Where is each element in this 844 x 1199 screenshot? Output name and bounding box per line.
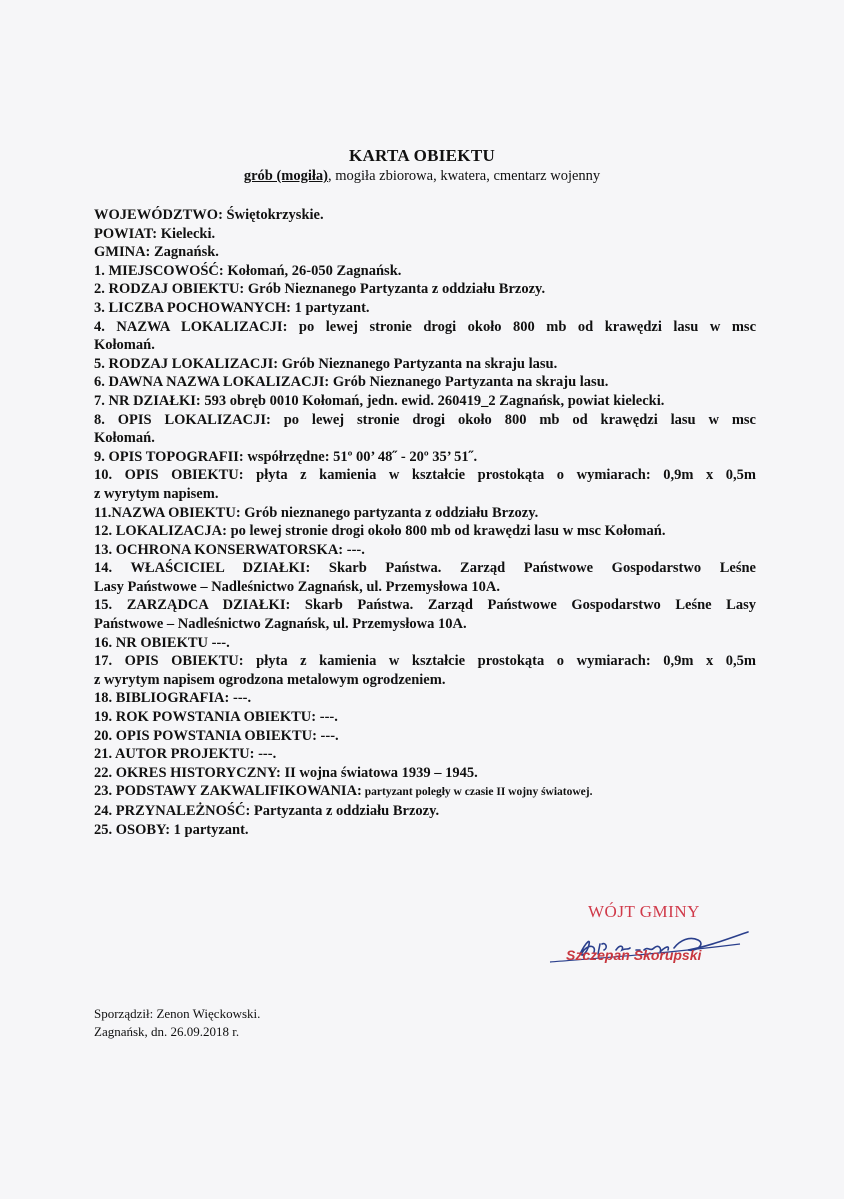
field-line (94, 578, 756, 597)
field-label: 4. NAZWA LOKALIZACJI: (94, 318, 288, 335)
field-value: płyta z kamienia w kształcie prostokąta o wymiarach: 0,9m x 0,5m (243, 653, 757, 670)
field-label: 22. OKRES HISTORYCZNY: (94, 764, 281, 781)
field-line (94, 225, 756, 244)
form-fields (94, 206, 756, 839)
field-line (94, 596, 756, 615)
field-value: Grób Nieznanego Partyzanta na skraju lasu. (278, 355, 558, 372)
field-label: 15. ZARZĄDCA DZIAŁKI: (94, 597, 291, 614)
field-value: Grób Nieznanego Partyzanta na skraju lasu. (329, 374, 609, 391)
field-line (94, 708, 756, 727)
stamp-title: WÓJT GMINY (588, 902, 700, 921)
field-value: ---. (316, 727, 339, 744)
field-label: 17. OPIS OBIEKTU: (94, 653, 244, 670)
field-value: Kołomań. (94, 430, 155, 447)
field-label: 10. OPIS OBIEKTU: (94, 467, 244, 484)
field-line (94, 336, 756, 355)
field-label: GMINA: (94, 244, 151, 261)
field-value: Grób nieznanego partyzanta z oddziału Brzozy. (240, 504, 539, 521)
field-line (94, 634, 756, 653)
field-value: po lewej stronie drogi około 800 mb od krawędzi lasu w msc (287, 318, 757, 335)
field-line (94, 727, 756, 746)
field-label: 25. OSOBY (94, 821, 166, 838)
field-label: 16. NR OBIEKTU (94, 634, 209, 651)
field-value: ---. (229, 690, 252, 707)
field-value: Zagnańsk. (150, 244, 219, 261)
field-line (94, 355, 756, 374)
field-line (94, 318, 756, 337)
field-value: ---. (316, 709, 338, 726)
field-line (94, 243, 756, 262)
field-value: ---. (254, 746, 277, 763)
field-value: z wyrytym napisem. (94, 485, 219, 502)
field-label: 19. ROK POWSTANIA OBIEKTU: (94, 709, 317, 726)
field-value: Kołomań. (94, 337, 155, 354)
field-line (94, 671, 756, 690)
field-value: Lasy Państwowe – Nadleśnictwo Zagnańsk, ul. Przemysłowa 10A. (94, 578, 501, 595)
field-line (94, 280, 756, 299)
field-label: WOJEWÓDZTWO: (94, 207, 223, 223)
signature-icon (540, 914, 760, 974)
field-value: po lewej stronie drogi około 800 mb od krawędzi lasu w msc Kołomań. (226, 523, 666, 540)
field-label: 6. DAWNA NAZWA LOKALIZACJI: (94, 374, 330, 391)
field-line (94, 541, 756, 560)
field-label: 21. AUTOR PROJEKTU: (94, 746, 255, 763)
place-date: Zagnańsk, dn. 26.09.2018 r. (94, 1024, 240, 1039)
field-value: ---. (343, 541, 365, 558)
field-label: 3. LICZBA POCHOWANYCH: (94, 299, 291, 316)
document-title: KARTA OBIEKTU (348, 146, 496, 165)
prepared-by: Sporządził: Zenon Więckowski. (94, 1006, 261, 1021)
field-label: 24. PRZYNALEŻNOŚĆ: (94, 803, 251, 819)
field-line (94, 652, 756, 671)
field-label: 13. OCHRONA KONSERWATORSKA: (94, 541, 344, 558)
field-value: ---. (208, 634, 230, 651)
field-value: : 1 partyzant. (165, 821, 249, 838)
field-line (94, 745, 756, 764)
field-value: Państwowe – Nadleśnictwo Zagnańsk, ul. Przemysłowa 10A. (94, 616, 467, 633)
field-label: 20. OPIS POWSTANIA OBIEKTU: (94, 727, 317, 744)
field-label: 14. WŁAŚCICIEL DZIAŁKI: (94, 560, 311, 577)
field-line (94, 615, 756, 634)
field-value: po lewej stronie drogi około 800 mb od krawędzi lasu w msc (270, 411, 756, 428)
field-line (94, 411, 756, 430)
field-label: 8. OPIS LOKALIZACJI: (94, 411, 271, 428)
field-value: 1 partyzant. (290, 299, 370, 316)
field-value: współrzędne: 51º 00’ 48˝ - 20º 35’ 51˝. (243, 448, 478, 465)
field-line (94, 392, 756, 411)
field-line (94, 466, 756, 485)
field-label: 2. RODZAJ OBIEKTU: (94, 281, 245, 298)
field-line (94, 559, 756, 578)
field-value: z wyrytym napisem ogrodzona metalowym ogrodzeniem. (94, 671, 446, 688)
field-line (94, 504, 756, 523)
subtitle-underlined: grób (mogiła) (243, 168, 328, 184)
field-line (94, 485, 756, 504)
field-label: 5. RODZAJ LOKALIZACJI: (94, 355, 279, 372)
field-label: POWIAT: (94, 225, 158, 242)
field-value: II wojna światowa 1939 – 1945. (280, 764, 478, 781)
field-line (94, 429, 756, 448)
field-line (94, 782, 756, 802)
field-label: 12. LOKALIZACJA: (94, 523, 227, 540)
field-label: 18. BIBLIOGRAFIA: (94, 690, 230, 707)
field-line (94, 689, 756, 708)
field-value: Kołomań, 26-050 Zagnańsk. (223, 262, 402, 279)
field-line (94, 821, 756, 840)
official-stamp (540, 898, 760, 968)
field-line (94, 299, 756, 318)
document-footer (94, 1005, 260, 1041)
field-label: 7. NR DZIAŁKI: (94, 392, 201, 409)
field-value: Skarb Państwa. Zarząd Państwowe Gospodarstwo Leśne Lasy (290, 597, 756, 614)
field-value: partyzant poległy w czasie II wojny światowej. (361, 786, 593, 799)
field-value: Grób Nieznanego Partyzanta z oddziału Brzozy. (244, 281, 546, 298)
field-label: 1. MIEJSCOWOŚĆ: (94, 262, 224, 279)
subtitle-rest: , mogiła zbiorowa, kwatera, cmentarz wojenny (327, 168, 601, 184)
field-line (94, 262, 756, 281)
field-value: płyta z kamienia w kształcie prostokąta o wymiarach: 0,9m x 0,5m (243, 467, 757, 484)
document-subtitle (0, 168, 844, 185)
field-value: 593 obręb 0010 Kołomań, jedn. ewid. 260419_2 Zagnańsk, powiat kielecki. (200, 392, 665, 409)
field-line (94, 206, 756, 225)
field-line (94, 373, 756, 392)
stamp-name: Szczepan Skorupski (566, 947, 702, 963)
field-line (94, 522, 756, 541)
field-label: 9. OPIS TOPOGRAFII: (94, 448, 244, 465)
field-label: 11.NAZWA OBIEKTU: (94, 504, 241, 521)
field-line (94, 448, 756, 467)
field-value: Świętokrzyskie. (222, 207, 324, 223)
field-value: Partyzanta z oddziału Brzozy. (250, 803, 440, 819)
field-line (94, 802, 756, 821)
field-line (94, 764, 756, 783)
field-value: Kielecki. (157, 225, 216, 242)
field-label: 23. PODSTAWY ZAKWALIFIKOWANIA: (94, 783, 362, 800)
field-value: Skarb Państwa. Zarząd Państwowe Gospodarstwo Leśne (310, 560, 756, 577)
